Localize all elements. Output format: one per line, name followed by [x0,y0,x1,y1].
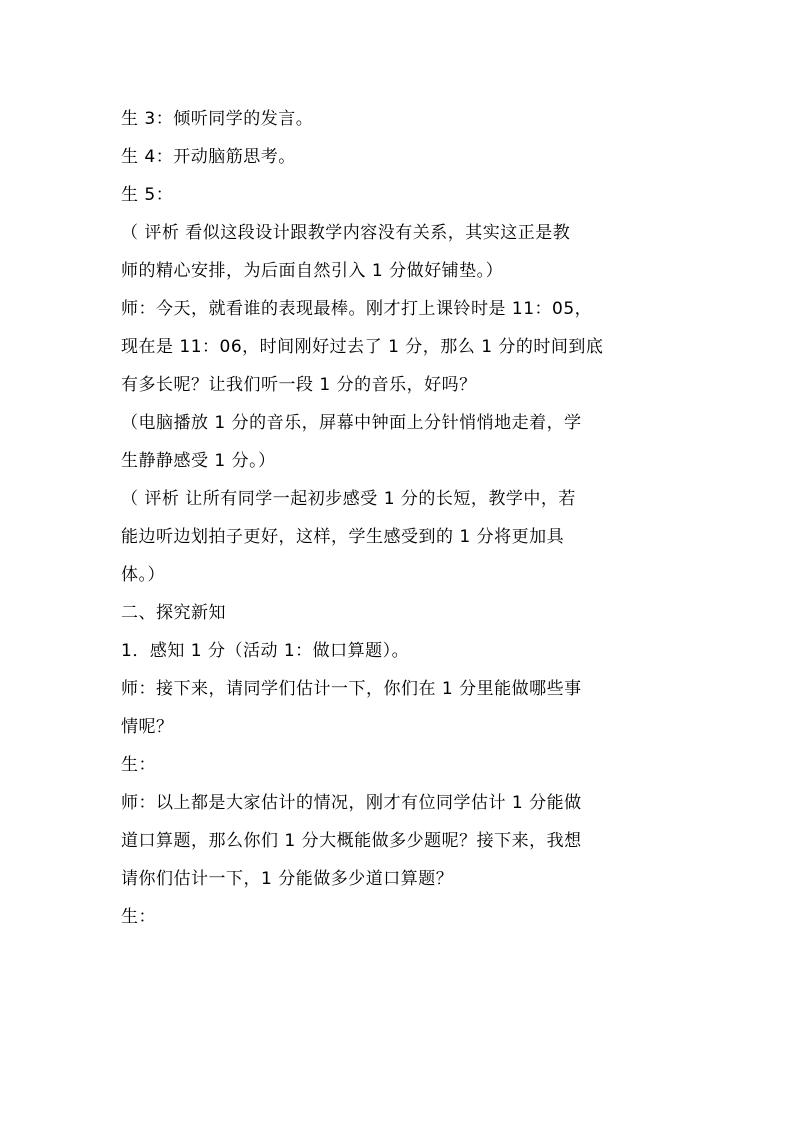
text-line: 师：今天，就看谁的表现最棒。刚才打上课铃时是 11：05， [121,299,593,319]
text-line: 体。） [121,565,165,585]
text-line: 请你们估计一下，1 分能做多少道口算题？ [121,869,454,889]
text-line: 师的精心安排，为后面自然引入 1 分做好铺垫。） [121,261,504,281]
text-line: （ 评析 让所有同学一起初步感受 1 分的长短，教学中，若 [121,489,576,509]
text-line: 师：接下来，请同学们估计一下，你们在 1 分里能做哪些事 [121,679,582,699]
text-line: 道口算题，那么你们 1 分大概能做多少题呢？接下来，我想 [121,831,582,851]
text-line: 生 3：倾听同学的发言。 [121,109,314,129]
text-line: 现在是 11：06，时间刚好过去了 1 分，那么 1 分的时间到底 [121,337,604,357]
text-line: 1．感知 1 分（活动 1：做口算题）。 [121,641,410,661]
text-line: 师：以上都是大家估计的情况，刚才有位同学估计 1 分能做 [121,793,582,813]
text-line: 生： [121,755,156,775]
text-line: 生 4：开动脑筋思考。 [121,147,296,167]
document-body [121,100,677,936]
text-line: 能边听边划拍子更好，这样，学生感受到的 1 分将更加具 [121,527,565,547]
text-line: （电脑播放 1 分的音乐，屏幕中钟面上分针悄悄地走着，学 [121,413,582,433]
text-line: 生： [121,907,156,927]
text-line: 生 5： [121,185,174,205]
text-line: （ 评析 看似这段设计跟教学内容没有关系，其实这正是教 [121,223,571,243]
text-line: 有多长呢？让我们听一段 1 分的音乐，好吗？ [121,375,477,395]
text-line: 生静静感受 1 分。） [121,451,276,471]
section-heading: 二、探究新知 [121,603,226,623]
text-line: 情呢？ [121,717,174,737]
